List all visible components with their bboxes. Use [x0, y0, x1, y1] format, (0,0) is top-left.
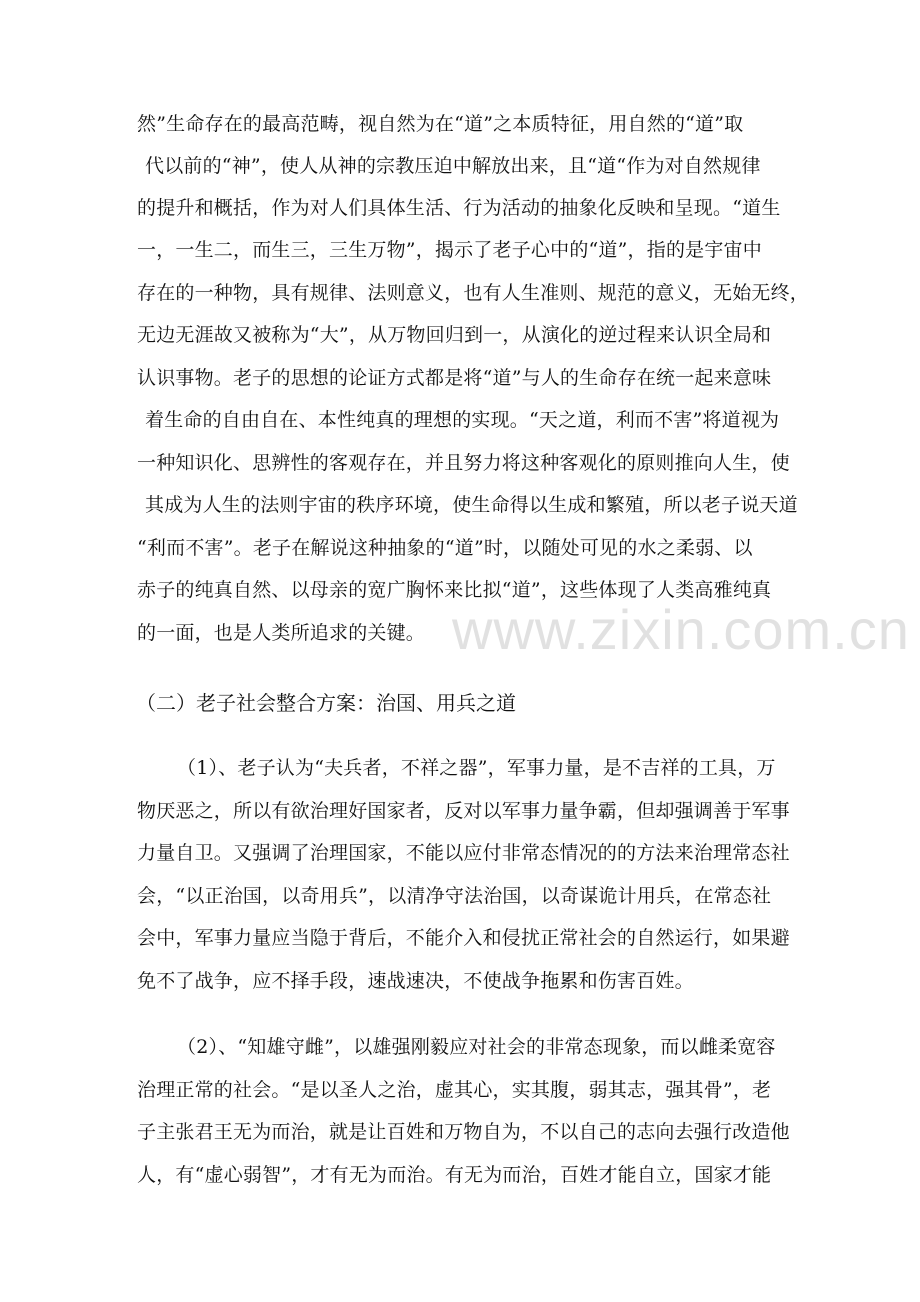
- text-line: 代以前的“神”，使人从神的宗教压迫中解放出来，且“道“作为对自然规律: [145, 155, 761, 177]
- text-line: 人，有“虚心弱智”，才有无为而治。有无为而治，百姓才能自立，国家才能: [137, 1164, 772, 1186]
- text-line: 着生命的自由自在、本性纯真的理想的实现。“天之道，利而不害”将道视为: [145, 409, 780, 431]
- text-line: 免不了战争，应不择手段，速战速决，不使战争拖累和伤害百姓。: [137, 970, 694, 992]
- watermark: www.zixin.com.cn: [452, 598, 910, 661]
- text-line: （1）、老子认为“夫兵者，不祥之器”，军事力量，是不吉祥的工具，万: [177, 757, 776, 779]
- text-line: 存在的一种物，具有规律、法则意义，也有人生准则、规范的意义，无始无终，: [137, 282, 810, 304]
- text-line: “利而不害”。老子在解说这种抽象的“道”时，以随处可见的水之柔弱、以: [137, 537, 753, 559]
- section-heading: （二）老子社会整合方案：治国、用兵之道: [136, 691, 516, 715]
- text-line: 其成为人生的法则宇宙的秩序环境，使生命得以生成和繁殖，所以老子说天道: [145, 494, 798, 516]
- text-line: 然”生命存在的最高范畴，视自然为在“道”之本质特征，用自然的“道”取: [137, 113, 744, 135]
- text-line: 治理正常的社会。“是以圣人之治，虚其心，实其腹，弱其志，强其骨”，老: [137, 1079, 772, 1101]
- text-line: 赤子的纯真自然、以母亲的宽广胸怀来比拟“道”，这些体现了人类高雅纯真: [137, 579, 772, 601]
- text-line: 力量自卫。又强调了治理国家，不能以应付非常态情况的的方法来治理常态社: [137, 842, 790, 864]
- text-line: 一，一生二，而生三，三生万物”，揭示了老子心中的“道”，指的是宇宙中: [137, 239, 762, 261]
- text-line: 的提升和概括，作为对人们具体生活、行为活动的抽象化反映和呈现。“道生: [137, 197, 781, 219]
- text-line: 认识事物。老子的思想的论证方式都是将“道”与人的生命存在统一起来意味: [137, 367, 772, 389]
- text-line: 的一面，也是人类所追求的关键。: [137, 622, 426, 644]
- text-line: 物厌恶之，所以有欲治理好国家者，反对以军事力量争霸，但却强调善于军事: [137, 800, 790, 822]
- text-line: 一种知识化、思辨性的客观存在，并且努力将这种客观化的原则推向人生，使: [137, 452, 790, 474]
- text-line: 会，“以正治国，以奇用兵”，以清净守法治国，以奇谋诡计用兵，在常态社: [137, 885, 772, 907]
- text-line: （2）、“知雄守雌”，以雄强刚毅应对社会的非常态现象，而以雌柔宽容: [177, 1036, 776, 1058]
- text-line: 无边无涯故又被称为“大”，从万物回归到一，从演化的逆过程来认识全局和: [137, 324, 772, 346]
- text-line: 会中，军事力量应当隐于背后，不能介入和侵扰正常社会的自然运行，如果避: [137, 927, 790, 949]
- text-line: 子主张君王无为而治，就是让百姓和万物自为，不以自己的志向去强行改造他: [137, 1121, 790, 1143]
